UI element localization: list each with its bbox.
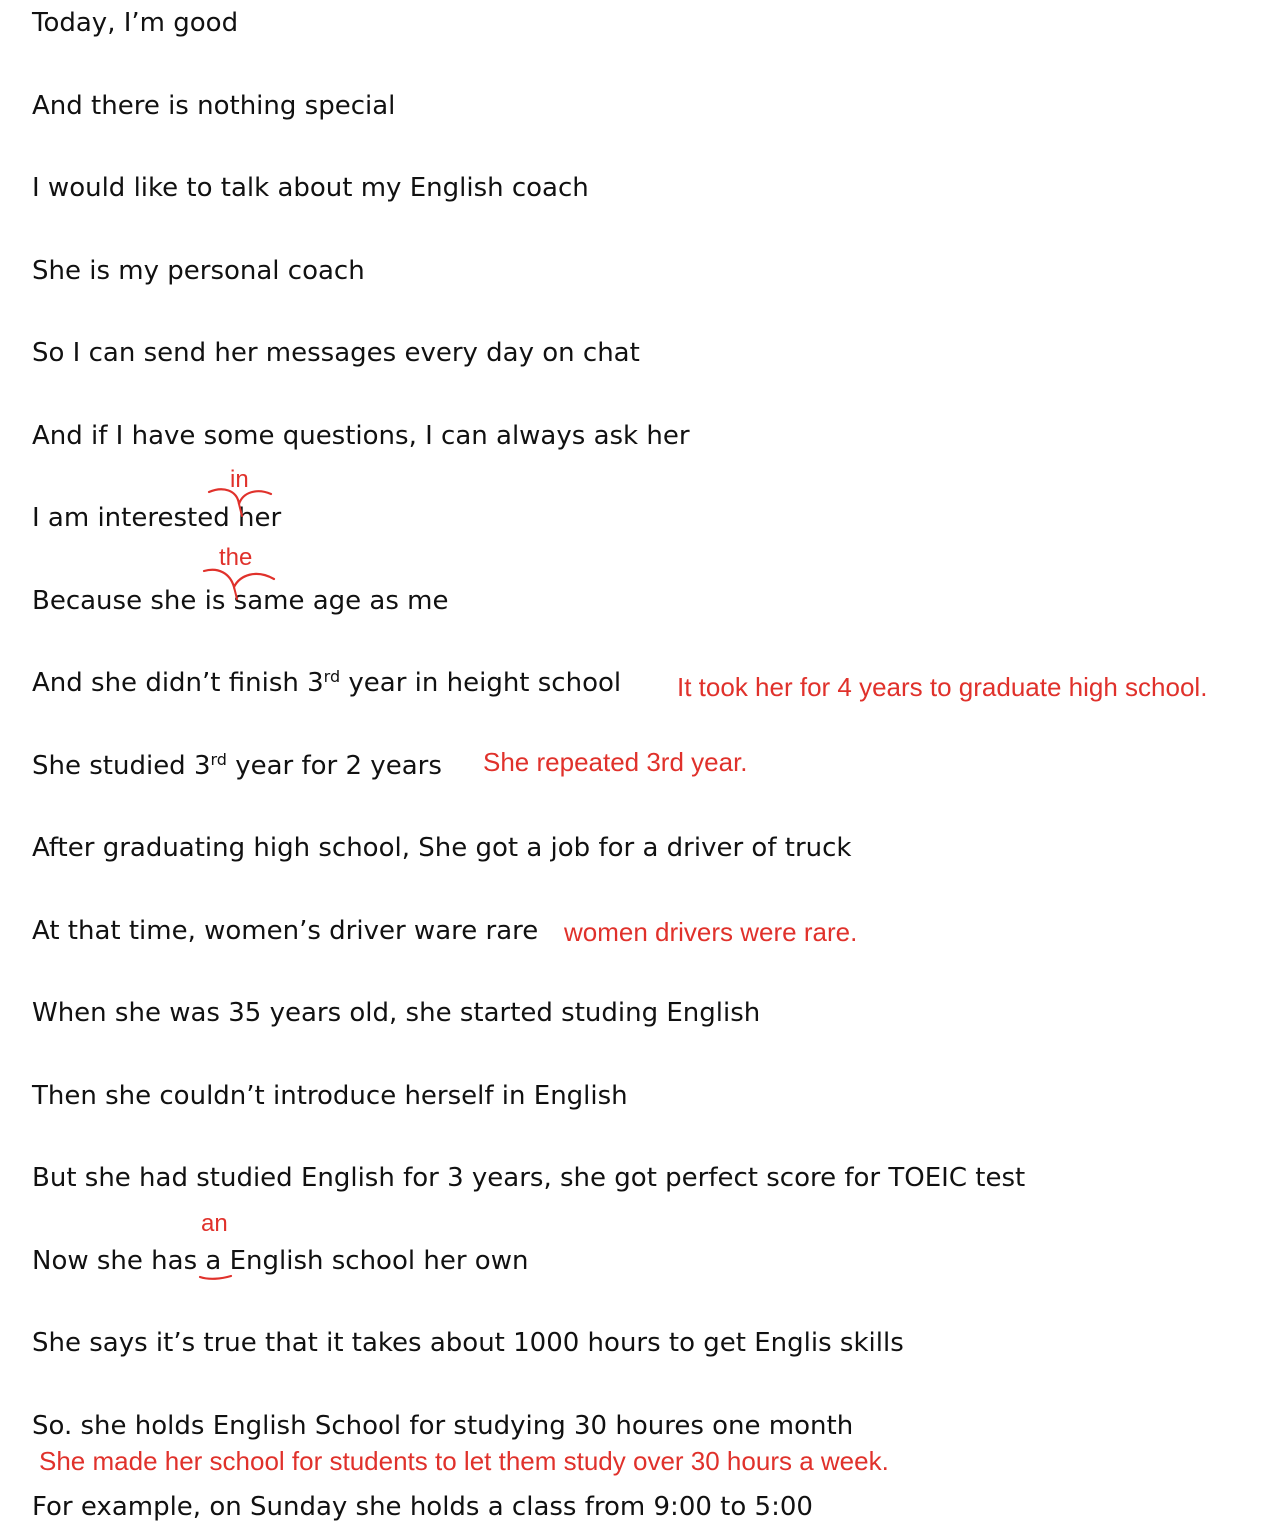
text-line-15: But she had studied English for 3 years, she got perfect score for TOEIC test: [32, 1163, 1026, 1193]
text-line-8: Because she is same age as me: [32, 586, 449, 616]
text-line-2: And there is nothing special: [32, 91, 396, 121]
text-line-17: She says it’s true that it takes about 1000 hours to get Englis skills: [32, 1328, 904, 1358]
correction-repeated: She repeated 3rd year.: [483, 747, 748, 777]
text-line-1: Today, I’m good: [32, 8, 239, 38]
text-line-10-after: year for 2 years: [226, 751, 442, 781]
correction-insert-the: the: [219, 544, 253, 571]
correction-drivers: women drivers were rare.: [564, 917, 858, 947]
insert-caret-in-icon: [205, 486, 277, 526]
text-line-14: Then she couldn’t introduce herself in English: [32, 1081, 628, 1111]
insert-caret-the-icon: [200, 565, 280, 605]
text-line-5: So I can send her messages every day on chat: [32, 338, 640, 368]
text-line-10: [32, 750, 442, 782]
text-line-13: When she was 35 years old, she started studing English: [32, 998, 761, 1028]
text-line-18: So. she holds English School for studying 30 houres one month: [32, 1411, 854, 1441]
text-line-19: For example, on Sunday she holds a class from 9:00 to 5:00: [32, 1492, 813, 1522]
correction-insert-in: in: [230, 466, 249, 493]
text-line-9-before: And she didn’t finish 3: [32, 668, 324, 698]
underline-mark-icon: [197, 1268, 237, 1284]
text-line-9-after: year in height school: [340, 668, 622, 698]
text-line-10-before: She studied 3: [32, 751, 211, 781]
text-line-9-sup: rd: [323, 667, 341, 686]
correction-insert-an: an: [201, 1210, 228, 1237]
correction-graduate: It took her for 4 years to graduate high school.: [677, 672, 1208, 702]
text-line-11: After graduating high school, She got a job for a driver of truck: [32, 833, 852, 863]
text-line-6: And if I have some questions, I can always ask her: [32, 421, 690, 451]
text-line-9: [32, 667, 621, 699]
text-line-12: At that time, women’s driver ware rare: [32, 916, 539, 946]
correction-school: She made her school for students to let them study over 30 hours a week.: [39, 1446, 889, 1476]
text-line-16: Now she has a English school her own: [32, 1246, 529, 1276]
text-line-4: She is my personal coach: [32, 256, 365, 286]
text-line-7: I am interested her: [32, 503, 282, 533]
text-line-3: I would like to talk about my English coach: [32, 173, 589, 203]
text-line-10-sup: rd: [210, 750, 227, 769]
